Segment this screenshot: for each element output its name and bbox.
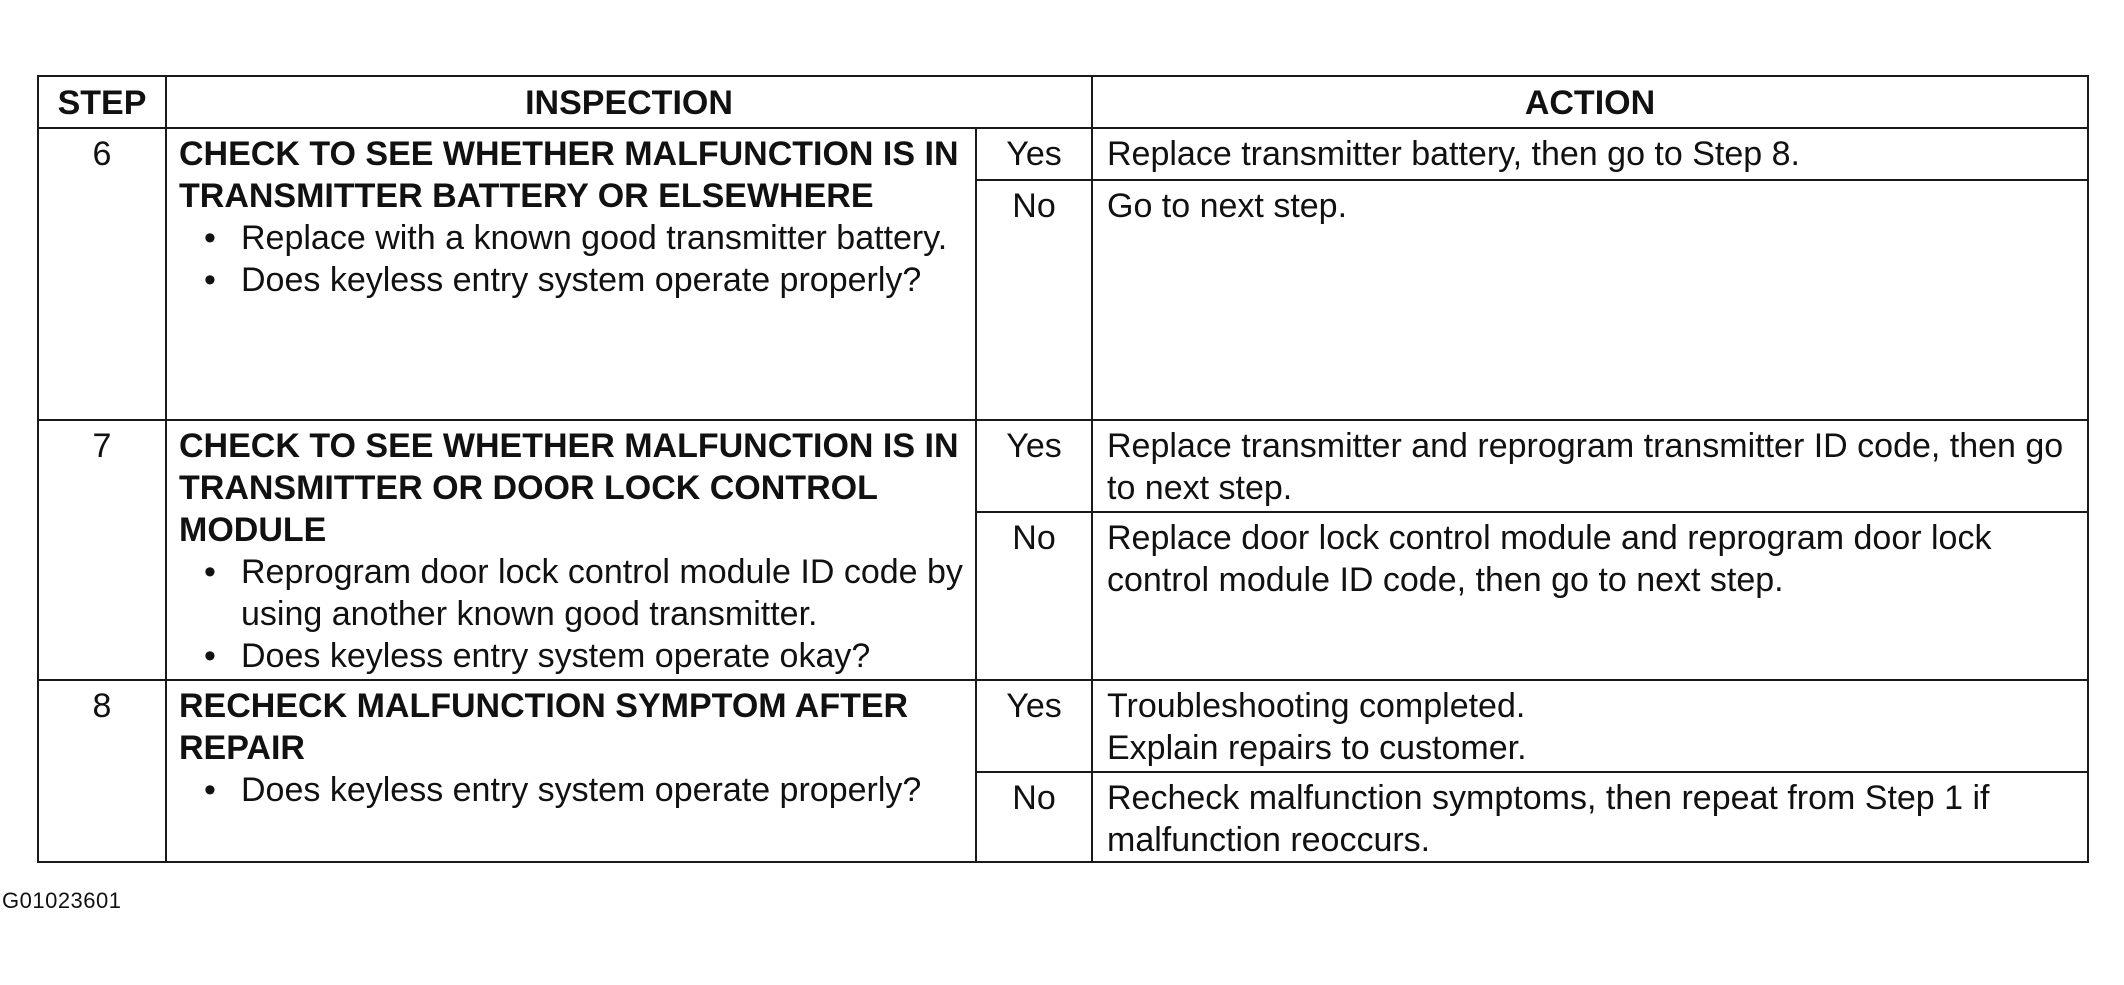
list-item	[195, 259, 963, 301]
action-text: Replace transmitter and reprogram transmitter ID code, then go to next step.	[1092, 420, 2088, 512]
bullet-text: Does keyless entry system operate okay?	[241, 637, 871, 675]
table-row	[38, 680, 2088, 772]
inspection-title: RECHECK MALFUNCTION SYMPTOM AFTER REPAIR	[179, 687, 909, 767]
list-item	[195, 769, 963, 811]
action-text: Replace door lock control module and reprogram door lock control module ID code, then go to next step.	[1092, 512, 2088, 680]
figure-id: G01023601	[2, 888, 122, 913]
action-text: Recheck malfunction symptoms, then repeat from Step 1 if malfunction reoccurs.	[1092, 772, 2088, 862]
diagnostic-table	[37, 75, 2089, 863]
header-action: ACTION	[1092, 76, 2088, 128]
bullet-icon: •	[204, 637, 216, 675]
action-cell	[1092, 680, 2088, 772]
answer-yes: Yes	[976, 128, 1092, 180]
step-number: 6	[38, 128, 166, 420]
bullet-icon: •	[204, 771, 216, 809]
list-item	[195, 551, 963, 635]
answer-yes: Yes	[976, 420, 1092, 512]
header-row	[38, 76, 2088, 128]
answer-no: No	[976, 180, 1092, 420]
action-text: Explain repairs to customer.	[1107, 729, 1527, 767]
header-inspection: INSPECTION	[166, 76, 1092, 128]
action-text: Troubleshooting completed.	[1107, 687, 1526, 725]
inspection-bullets	[179, 769, 963, 811]
table-row	[38, 128, 2088, 180]
bullet-icon: •	[204, 553, 216, 591]
bullet-icon: •	[204, 261, 216, 299]
inspection-cell	[166, 128, 976, 420]
step-number: 8	[38, 680, 166, 862]
inspection-title: CHECK TO SEE WHETHER MALFUNCTION IS IN TRANSMITTER OR DOOR LOCK CONTROL MODULE	[179, 427, 959, 549]
answer-no: No	[976, 512, 1092, 680]
bullet-text: Replace with a known good transmitter battery.	[241, 219, 948, 257]
inspection-title: CHECK TO SEE WHETHER MALFUNCTION IS IN TRANSMITTER BATTERY OR ELSEWHERE	[179, 135, 959, 215]
list-item	[195, 217, 963, 259]
inspection-bullets	[179, 551, 963, 677]
step-number: 7	[38, 420, 166, 680]
bullet-icon: •	[204, 219, 216, 257]
inspection-cell	[166, 680, 976, 862]
bullet-text: Reprogram door lock control module ID code by using another known good transmitter.	[241, 553, 963, 633]
inspection-cell	[166, 420, 976, 680]
inspection-bullets	[179, 217, 963, 301]
header-step: STEP	[38, 76, 166, 128]
answer-no: No	[976, 772, 1092, 862]
bullet-text: Does keyless entry system operate properly?	[241, 261, 922, 299]
bullet-text: Does keyless entry system operate properly?	[241, 771, 922, 809]
list-item	[195, 635, 963, 677]
answer-yes: Yes	[976, 680, 1092, 772]
action-text: Go to next step.	[1092, 180, 2088, 420]
action-text: Replace transmitter battery, then go to Step 8.	[1092, 128, 2088, 180]
table-row	[38, 420, 2088, 512]
